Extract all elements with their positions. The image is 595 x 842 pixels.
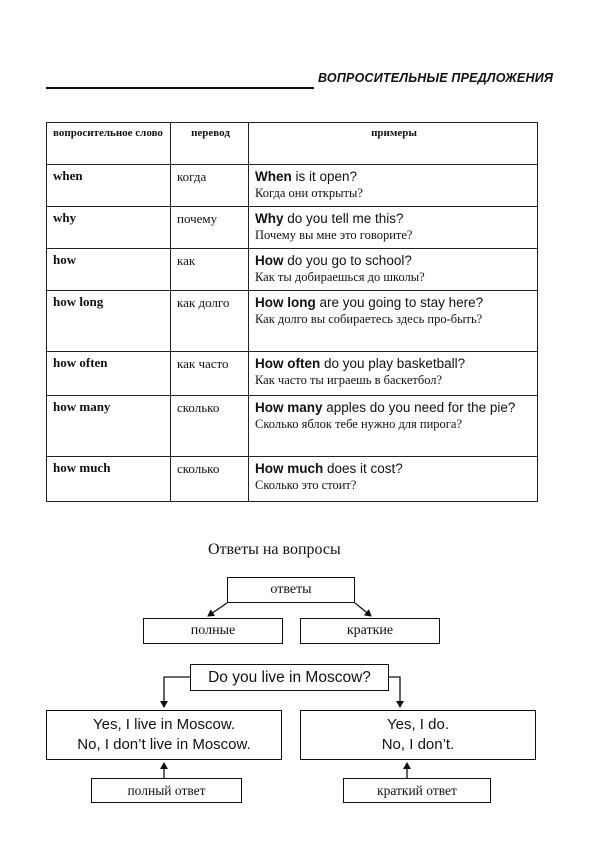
arrow-to-full-example xyxy=(164,677,190,707)
translation: сколько xyxy=(171,457,249,502)
translation: почему xyxy=(171,207,249,249)
question-word: how long xyxy=(47,291,171,352)
example-keyword: When xyxy=(255,169,292,184)
column-header-translation: перевод xyxy=(171,123,249,165)
example-keyword: How long xyxy=(255,295,316,310)
column-header-word: вопросительное слово xyxy=(47,123,171,165)
russian-translation: Как долго вы собираетесь здесь про-быть? xyxy=(255,312,483,326)
full-answer-label: полный ответ xyxy=(91,778,242,803)
question-word: when xyxy=(47,165,171,207)
russian-translation: Как ты добираешься до школы? xyxy=(255,270,425,284)
arrow-to-full xyxy=(208,603,227,616)
question-word: how many xyxy=(47,396,171,457)
translation: как часто xyxy=(171,352,249,396)
full-answer-no: No, I don’t live in Moscow. xyxy=(77,736,251,753)
example-rest: apples do you need for the pie? xyxy=(322,400,516,415)
full-answers-box: полные xyxy=(143,618,283,644)
example-keyword: How often xyxy=(255,356,321,371)
question-word: why xyxy=(47,207,171,249)
example-rest: are you going to stay here? xyxy=(315,295,484,310)
example-keyword: Why xyxy=(255,211,284,226)
short-answer-no: No, I don’t. xyxy=(381,736,455,753)
russian-translation: Как часто ты играешь в баскетбол? xyxy=(255,373,443,387)
example-rest: do you play basketball? xyxy=(320,356,466,371)
translation: как долго xyxy=(171,291,249,352)
example-keyword: How many xyxy=(255,400,323,415)
russian-translation: Когда они открыты? xyxy=(255,186,363,200)
translation: когда xyxy=(171,165,249,207)
russian-translation: Сколько яблок тебе нужно для пирога? xyxy=(255,417,463,431)
translation: сколько xyxy=(171,396,249,457)
example-rest: is it open? xyxy=(291,169,358,184)
answers-box: ответы xyxy=(227,577,355,603)
short-answers-box: краткие xyxy=(300,618,440,644)
question-word: how much xyxy=(47,457,171,502)
page-title: ВОПРОСИТЕЛЬНЫЕ ПРЕДЛОЖЕНИЯ xyxy=(318,71,554,85)
column-header-examples: примеры xyxy=(249,123,538,165)
question-word: how often xyxy=(47,352,171,396)
example-rest: do you go to school? xyxy=(283,253,412,268)
example-keyword: How much xyxy=(255,461,324,476)
full-answer-yes: Yes, I live in Moscow. xyxy=(92,716,235,733)
short-answer-example-box xyxy=(300,710,536,760)
short-answer-label: краткий ответ xyxy=(343,778,491,803)
full-answer-example-box xyxy=(46,710,282,760)
arrow-to-short-example xyxy=(389,677,400,707)
question-box: Do you live in Moscow? xyxy=(190,664,389,691)
arrow-to-short xyxy=(355,603,371,616)
question-word: how xyxy=(47,249,171,291)
short-answer-yes: Yes, I do. xyxy=(387,716,449,733)
example-rest: does it cost? xyxy=(323,461,403,476)
russian-translation: Сколько это стоит? xyxy=(255,478,357,492)
translation: как xyxy=(171,249,249,291)
russian-translation: Почему вы мне это говорите? xyxy=(255,228,413,242)
example-rest: do you tell me this? xyxy=(283,211,404,226)
scheme-title: Ответы на вопросы xyxy=(208,541,341,558)
example-keyword: How xyxy=(255,253,284,268)
